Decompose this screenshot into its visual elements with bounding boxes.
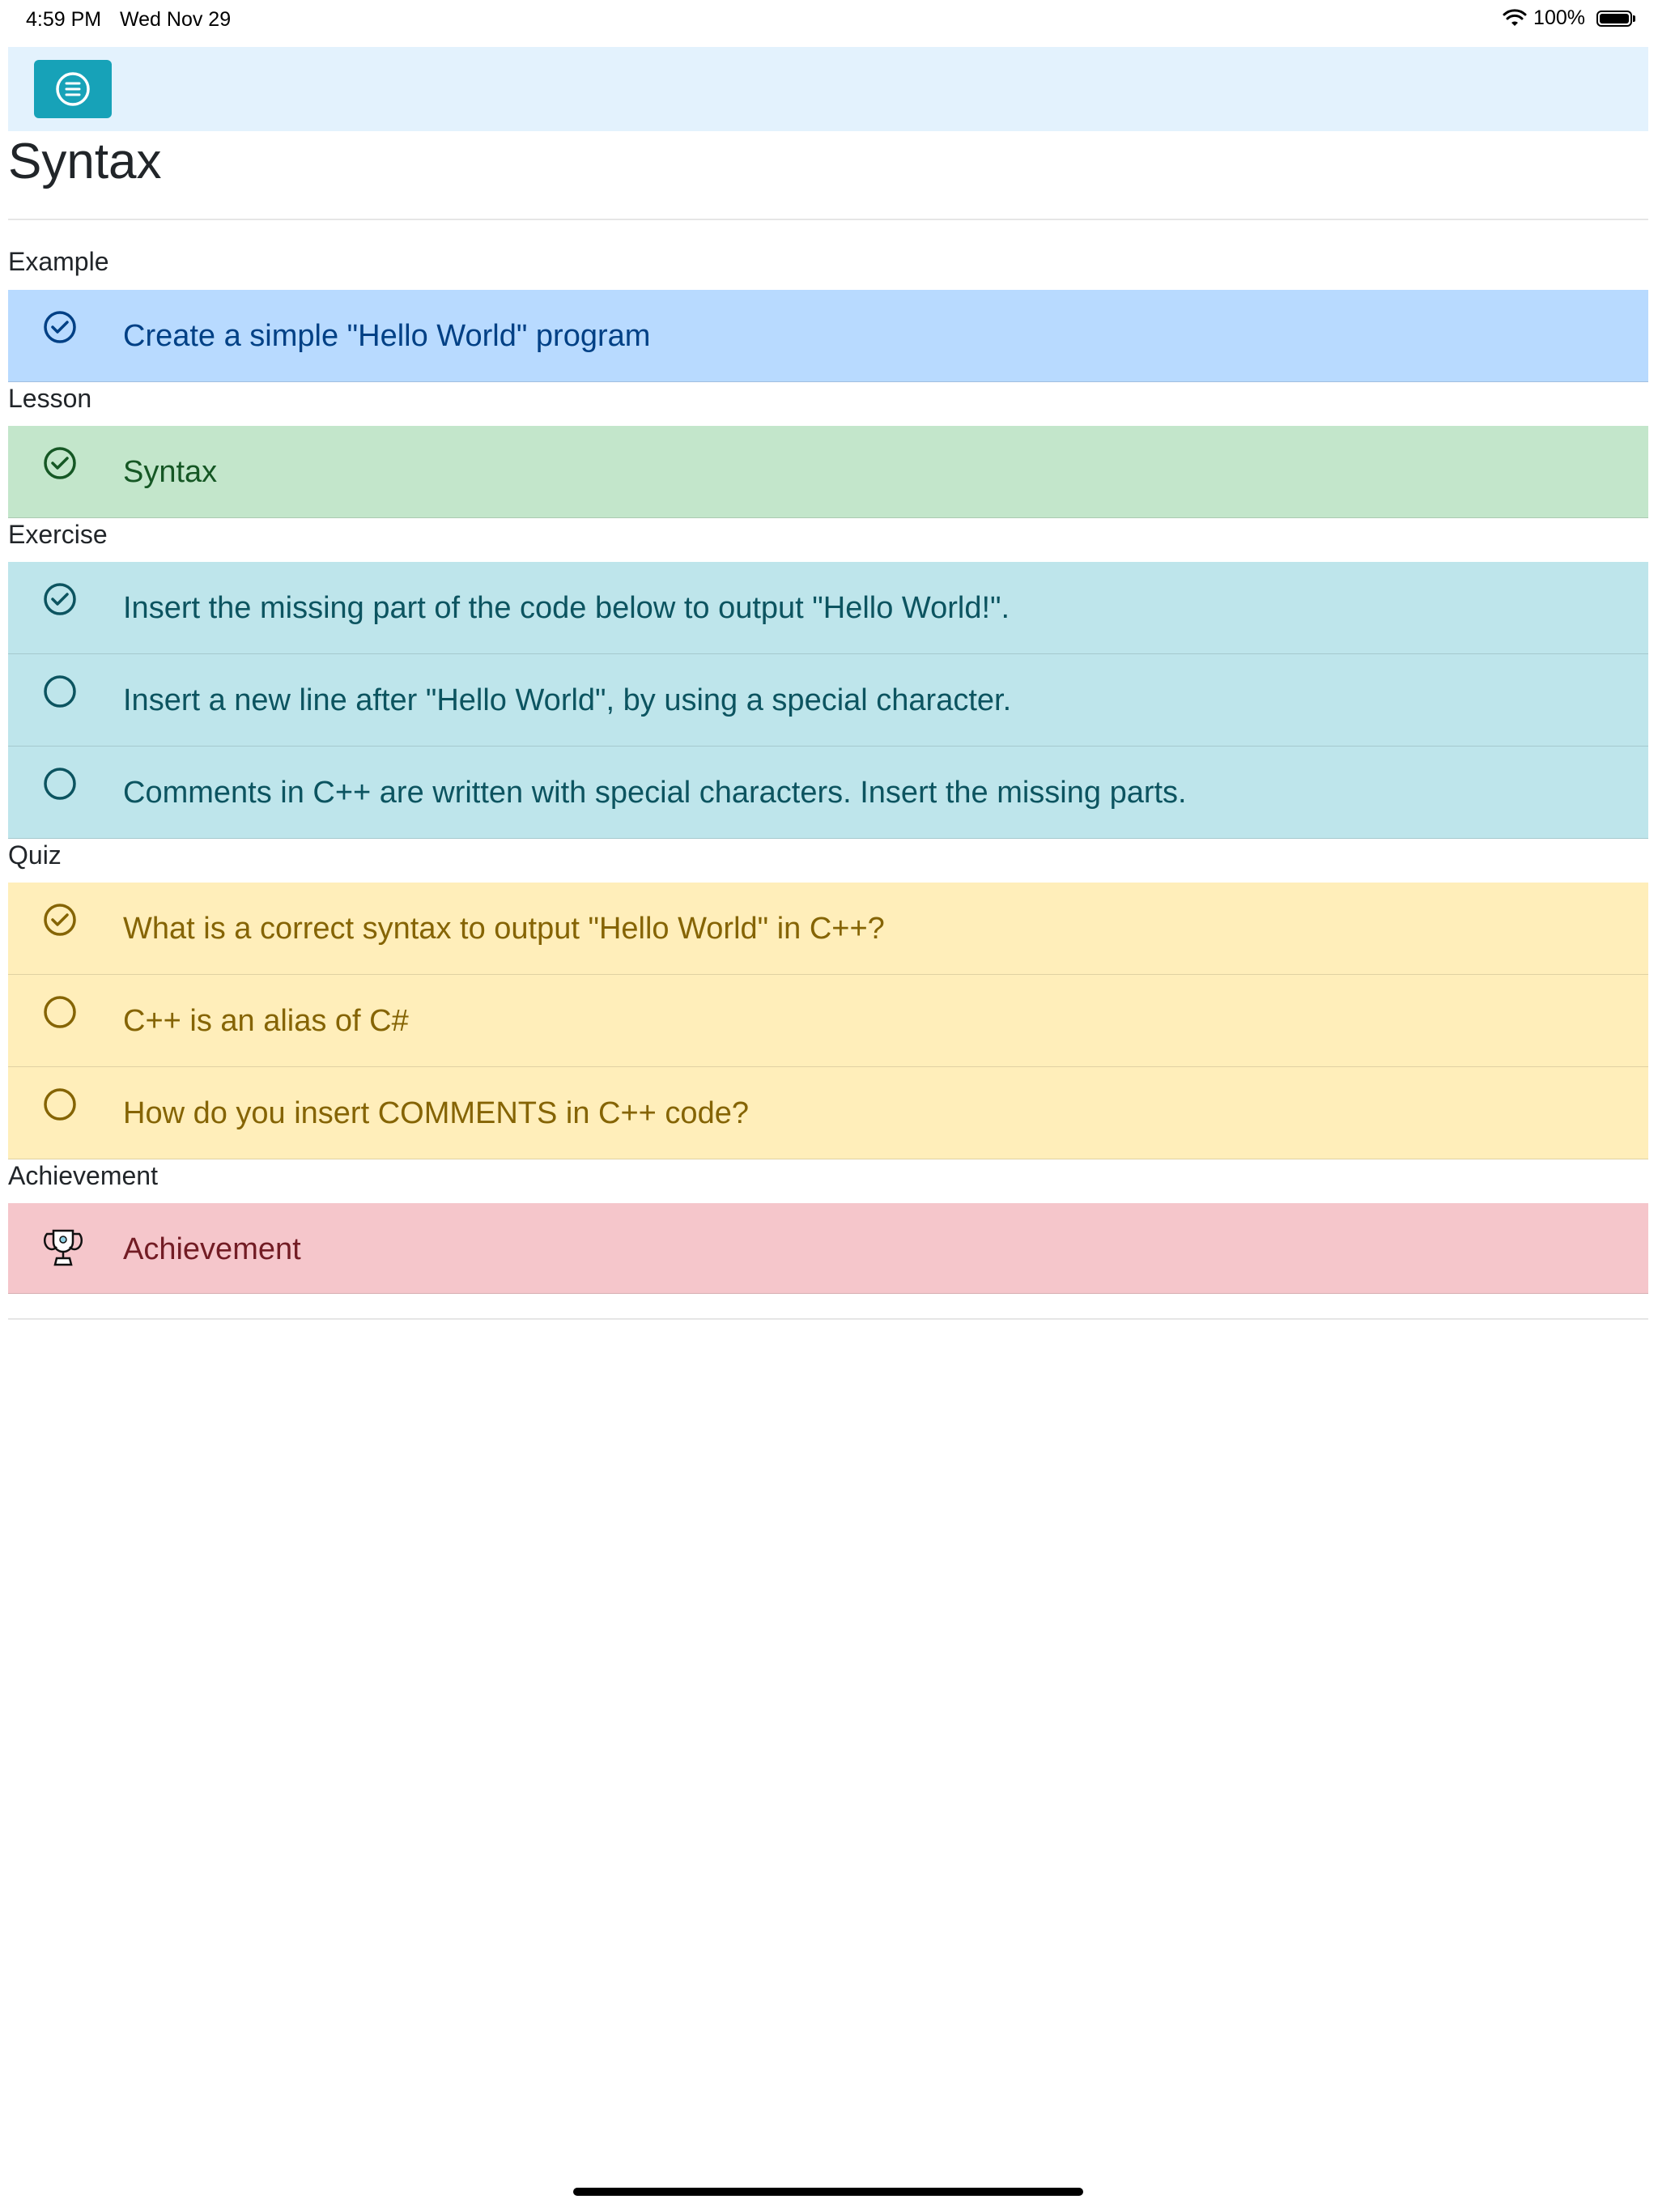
list-item-quiz[interactable] bbox=[8, 1067, 1648, 1159]
divider bbox=[8, 219, 1648, 220]
home-indicator[interactable] bbox=[573, 2188, 1083, 2196]
list-item-label: Insert the missing part of the code below to output "Hello World!". bbox=[123, 591, 1010, 625]
status-time: 4:59 PM bbox=[26, 8, 102, 31]
menu-icon bbox=[54, 70, 91, 108]
list-item-lesson[interactable] bbox=[8, 426, 1648, 518]
list-item-label: Achievement bbox=[123, 1232, 301, 1266]
list-item-label: How do you insert COMMENTS in C++ code? bbox=[123, 1096, 749, 1130]
list-item-label: Comments in C++ are written with special characters. Insert the missing parts. bbox=[123, 776, 1187, 810]
status-indicators bbox=[1503, 6, 1632, 30]
section-heading-exercise: Exercise bbox=[8, 520, 108, 549]
list-item-exercise[interactable] bbox=[8, 747, 1648, 839]
page-title: Syntax bbox=[8, 134, 162, 189]
circle-icon bbox=[42, 674, 78, 709]
list-item-example[interactable] bbox=[8, 290, 1648, 382]
section-heading-lesson: Lesson bbox=[8, 384, 92, 413]
navbar bbox=[8, 47, 1648, 131]
circle-icon bbox=[42, 994, 78, 1030]
section-heading-example: Example bbox=[8, 247, 109, 276]
check-circle-icon bbox=[42, 309, 78, 345]
wifi-icon bbox=[1503, 9, 1527, 28]
list-item-achievement[interactable] bbox=[8, 1203, 1648, 1294]
list-item-quiz[interactable] bbox=[8, 975, 1648, 1067]
list-item-quiz[interactable] bbox=[8, 883, 1648, 975]
check-circle-icon bbox=[42, 581, 78, 617]
list-item-label: What is a correct syntax to output "Hello World" in C++? bbox=[123, 912, 885, 946]
list-item-exercise[interactable] bbox=[8, 562, 1648, 654]
list-item-exercise[interactable] bbox=[8, 654, 1648, 747]
status-bar bbox=[0, 0, 1658, 39]
section-heading-quiz: Quiz bbox=[8, 840, 62, 870]
battery-percent: 100% bbox=[1533, 6, 1585, 29]
status-date: Wed Nov 29 bbox=[120, 8, 232, 31]
list-item-label: Syntax bbox=[123, 455, 218, 489]
check-circle-icon bbox=[42, 902, 78, 938]
divider bbox=[8, 1318, 1648, 1320]
menu-button[interactable] bbox=[34, 60, 112, 118]
list-item-label: Insert a new line after "Hello World", by using a special character. bbox=[123, 683, 1012, 717]
list-item-label: C++ is an alias of C# bbox=[123, 1004, 409, 1038]
section-heading-achievement: Achievement bbox=[8, 1161, 158, 1190]
trophy-icon bbox=[40, 1226, 86, 1271]
check-circle-icon bbox=[42, 445, 78, 481]
circle-icon bbox=[42, 1087, 78, 1122]
circle-icon bbox=[42, 766, 78, 802]
battery-icon bbox=[1596, 11, 1632, 27]
list-item-label: Create a simple "Hello World" program bbox=[123, 319, 651, 353]
battery-fill bbox=[1600, 14, 1629, 23]
